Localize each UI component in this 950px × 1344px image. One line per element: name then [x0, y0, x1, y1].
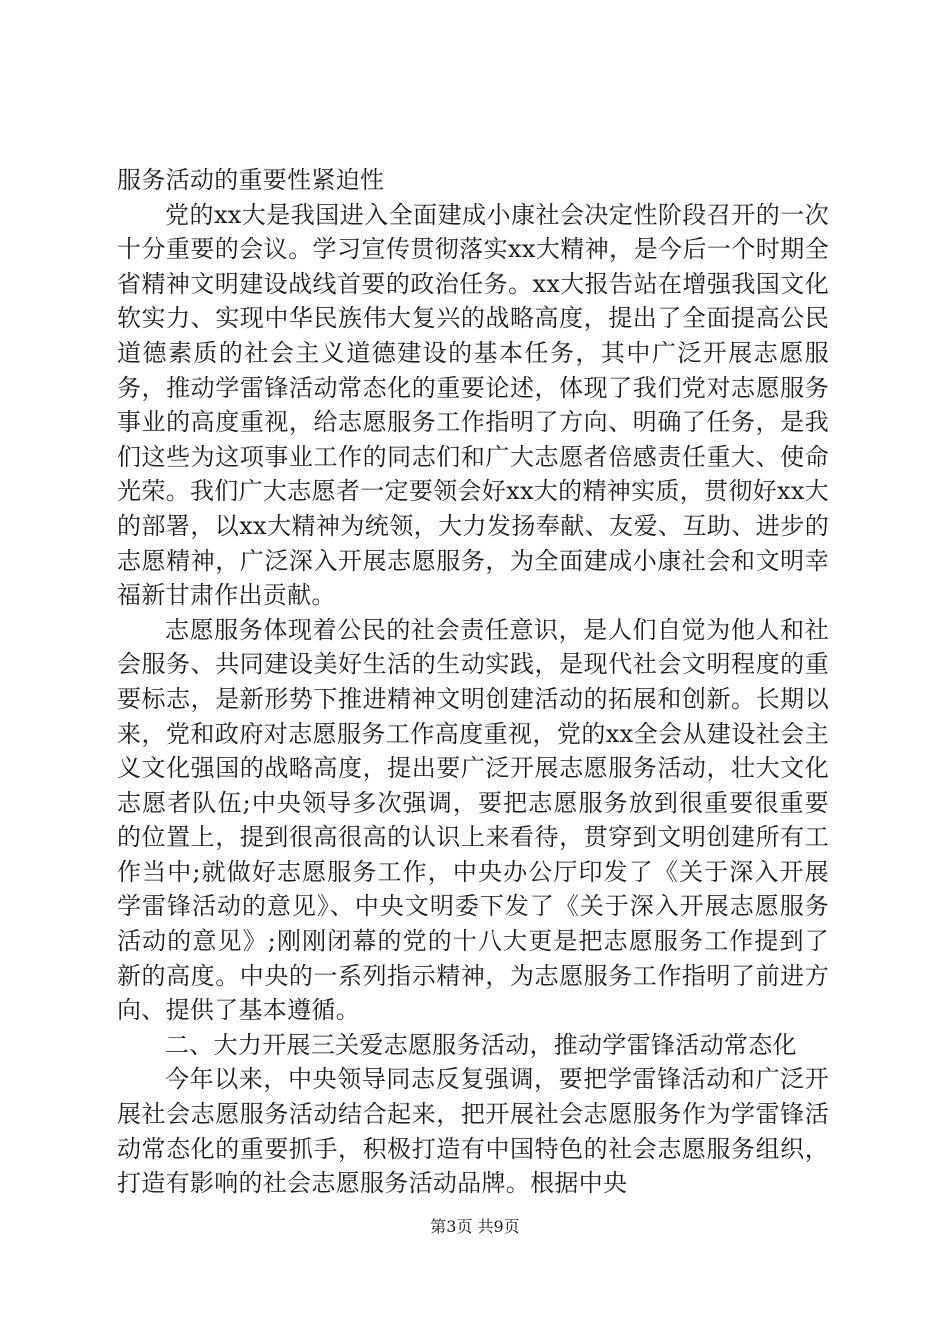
document-body: [117, 163, 829, 1201]
paragraph-2: 志愿服务体现着公民的社会责任意识，是人们自觉为他人和社会服务、共同建设美好生活的生动实践，是现代社会文明程度的重要标志，是新形势下推进精神文明创建活动的拓展和创新。长期以来，党和政府对志愿服务工作高度重视，党的xx全会从建设社会主义文化强国的战略高度，提出要广泛开展志愿服务活动，壮大文化志愿者队伍;中央领导多次强调，要把志愿服务放到很重要很重要的位置上，提到很高很高的认识上来看待，贯穿到文明创建所有工作当中;就做好志愿服务工作，中央办公厅印发了《关于深入开展学雷锋活动的意见》、中央文明委下发了《关于深入开展志愿服务活动的意见》;刚刚闭幕的党的十八大更是把志愿服务工作提到了新的高度。中央的一系列指示精神，为志愿服务工作指明了前进方向、提供了基本遵循。: [117, 615, 829, 1025]
paragraph-1: 党的xx大是我国进入全面建成小康社会决定性阶段召开的一次十分重要的会议。学习宣传贯彻落实xx大精神，是今后一个时期全省精神文明建设战线首要的政治任务。xx大报告站在增强我国文化软实力、实现中华民族伟大复兴的战略高度，提出了全面提高公民道德素质的社会主义道德建设的基本任务，其中广泛开展志愿服务，推动学雷锋活动常态化的重要论述，体现了我们党对志愿服务事业的高度重视，给志愿服务工作指明了方向、明确了任务，是我们这些为这项事业工作的同志们和广大志愿者倍感责任重大、使命光荣。我们广大志愿者一定要领会好xx大的精神实质，贯彻好xx大的部署，以xx大精神为统领，大力发扬奉献、友爱、互助、进步的志愿精神，广泛深入开展志愿服务，为全面建成小康社会和文明幸福新甘肃作出贡献。: [117, 200, 829, 610]
lead-line: 服务活动的重要性紧迫性: [117, 166, 385, 194]
section-paragraph: 今年以来，中央领导同志反复强调，要把学雷锋活动和广泛开展社会志愿服务活动结合起来，把开展社会志愿服务作为学雷锋活动常态化的重要抓手，积极打造有中国特色的社会志愿服务组织，打造有影响的社会志愿服务活动品牌。根据中央: [117, 1065, 829, 1198]
page-number-footer: 第3页 共9页: [430, 1217, 520, 1236]
section-heading: 二、大力开展三关爱志愿服务活动，推动学雷锋活动常态化: [165, 1030, 797, 1059]
